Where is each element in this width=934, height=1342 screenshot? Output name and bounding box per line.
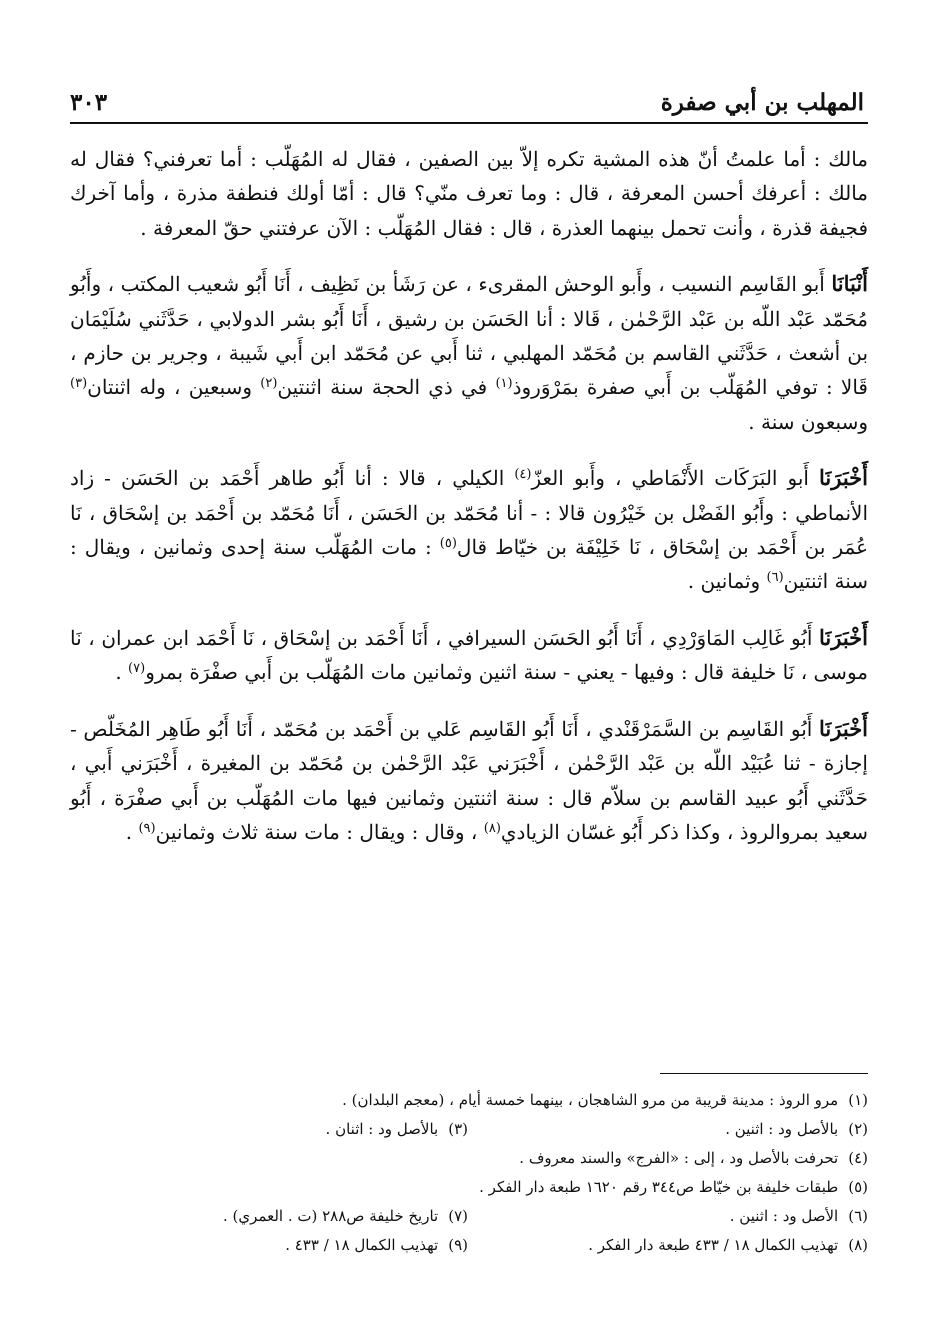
footnote-5 bbox=[70, 1173, 868, 1202]
text-line: الدولابي ، حَدَّثَني سُلَيْمَان بن أشعث ، حَدَّثَني القاسم بن مُحَمّد المهلبي ، ثنا أَبي عن مُحَمّد bbox=[70, 306, 869, 366]
footnote-number: (٩) bbox=[448, 1236, 468, 1254]
text-line: صفْرَة بمرو bbox=[145, 660, 238, 685]
text-line: ، وقال : ويقال : bbox=[346, 819, 484, 844]
text-line: المكتب ، وأَبُو مُحَمّد عَبْد اللّه بن عَبْد الرَّحْمٰن ، قَالا : أنا الحَسَن بن رشيق ، أَنَا أَبُو بشر bbox=[70, 272, 868, 331]
footnote-row bbox=[70, 1173, 868, 1202]
text-line: الحَسَن - زاد الأنماطي : وأَبُو الفَضْل بن خَيْرُون قالا : - أنا مُحَمّد بن الحَسَن ، أَنَا مُحَمّد بن bbox=[70, 466, 869, 525]
footnote-4 bbox=[70, 1144, 868, 1173]
footnote-marker[interactable]: (٣) bbox=[70, 376, 88, 392]
text-line: مالك : أما علمتُ أنّ هذه المشية تكره إلاّ بين الصفين ، فقال له المُهَلّب : أما تعرفني؟ فقال له bbox=[70, 147, 868, 171]
footnote-number: (٨) bbox=[848, 1236, 868, 1254]
footnote-number: (٦) bbox=[848, 1207, 868, 1225]
footnote-number: (٢) bbox=[848, 1120, 868, 1138]
footnote-text: بالأصل ود : اثنين . bbox=[725, 1120, 839, 1138]
text-line: مالك : أعرفك أحسن المعرفة ، قال : وما تعرف منّي؟ قال : أمّا أولك فنطفة مذرة ، وأما آخرك bbox=[70, 181, 868, 206]
text-line: . bbox=[125, 819, 139, 844]
paragraph-lead: أَخْبَرَنَا bbox=[819, 465, 868, 491]
text-line: وسبعين ، وله اثنتان bbox=[87, 375, 261, 400]
footnote-text: الأصل ود : اثنين . bbox=[729, 1207, 839, 1225]
text-line: في ذي الحجة bbox=[371, 375, 496, 400]
text-line: . bbox=[115, 660, 129, 685]
footnote-text: بالأصل ود : اثنان . bbox=[325, 1120, 439, 1138]
running-header bbox=[70, 84, 864, 118]
footnote-1 bbox=[70, 1086, 868, 1115]
text-line: ابن أَبي شَيبة ، وجرير بن حازم ، قَالا : توفي المُهَلّب بن أَبي صفرة بمَرْوَروذ bbox=[70, 341, 868, 400]
paragraph-5 bbox=[70, 712, 868, 850]
footnote-number: (٥) bbox=[848, 1178, 868, 1196]
footnote-row bbox=[70, 1144, 868, 1173]
footnote-marker[interactable]: (٦) bbox=[766, 570, 784, 586]
footnote-marker[interactable]: (٥) bbox=[439, 536, 457, 552]
footnote-row bbox=[70, 1086, 868, 1115]
footnote-marker[interactable]: (٨) bbox=[483, 820, 501, 836]
footnote-marker[interactable]: (٧) bbox=[128, 661, 146, 677]
footnote-text: تهذيب الكمال ١٨ / ٤٣٣ طبعة دار الفكر . bbox=[588, 1236, 839, 1254]
footnote-text: مرو الروذ : مدينة قريبة من مرو الشاهجان ، بينهما خمسة أيام ، (معجم البلدان) . bbox=[342, 1091, 839, 1109]
text-line: طَاهِر المُخَلّص - إجازة - ثنا عُبَيْد اللّه بن عَبْد الرَّحْمٰن ، أَخْبَرَني عَبْد الرَّحْمٰن بن مُحَمّد بن bbox=[70, 716, 868, 776]
text-line: أَحْمَد بن إسْحَاق ، نَا عُمَر بن أَحْمَد بن إسْحَاق ، نَا خَلِيْفَة بن خيّاط قال bbox=[70, 500, 869, 560]
paragraph-1 bbox=[70, 142, 868, 245]
text-line: : مات المُهَلّب سنة bbox=[273, 535, 440, 560]
text-line: المُهَلّب بن أَبي صفْرَة ، أَبُو سعيد بمروالروذ ، وكذا ذكر أَبُو غسّان الزيادي bbox=[70, 785, 868, 844]
paragraph-4 bbox=[70, 621, 868, 690]
text-line: المغيرة ، أَخْبَرَني أَبي ، حَدَّثَني أَبُو عبيد القاسم بن سلاّم قال : سنة اثنتين وثمانين فيها مات bbox=[70, 751, 868, 810]
footnote-3 bbox=[326, 1115, 468, 1144]
text-line: أَبو القَاسِم النسيب ، وأَبو الوحش المقرىء ، عن رَشَأ بن نَظِيف ، أَنَا أَبُو شعيب bbox=[187, 272, 832, 297]
paragraph-lead: أَخْبَرَنَا bbox=[819, 624, 868, 650]
text-line: سنة اثنتين bbox=[277, 375, 364, 400]
text-line: إحدى وثمانين ، ويقال : سنة اثنتين bbox=[70, 535, 868, 594]
text-line: أَبُو القَاسِم بن السَّمَرْقَنْدي ، أَنَا أَبُو القَاسِم عَلي بن أَحْمَد بن مُحَمّد ، أَنَا أَبُو bbox=[207, 716, 820, 741]
footnote-9 bbox=[285, 1231, 468, 1260]
text-line: ابن عمران ، نَا موسى ، نَا خليفة قال : وفيها - يعني - سنة اثنين وثمانين مات المُهَلّب بن أَبي bbox=[70, 625, 868, 685]
footnote-7 bbox=[223, 1202, 468, 1231]
paragraph-3 bbox=[70, 461, 868, 599]
text-line: وسبعون سنة . bbox=[748, 409, 868, 434]
footnote-marker[interactable]: (٩) bbox=[138, 820, 156, 836]
footnote-text: تاريخ خليفة ص٢٨٨ (ت . العمري) . bbox=[223, 1207, 439, 1225]
paragraph-lead: أَنْبَانَا bbox=[831, 271, 869, 297]
footnote-number: (٣) bbox=[448, 1120, 468, 1138]
header-rule bbox=[70, 122, 868, 124]
text-line: فجيفة قذرة ، وأنت تحمل بينهما العذرة ، قال : فقال المُهَلّب : الآن عرفتني حقّ المعرفة . bbox=[140, 215, 868, 240]
footnote-marker[interactable]: (١) bbox=[495, 376, 513, 392]
chapter-title: المهلب بن أبي صفرة bbox=[660, 89, 864, 116]
text-line: الكيلي ، قالا : أنا أَبُو طاهر أَحْمَد بن bbox=[188, 466, 515, 491]
footnote-text: طبقات خليفة بن خيّاط ص٣٤٤ رقم ١٦٢٠ طبعة دار الفكر . bbox=[479, 1178, 839, 1196]
footnote-6 bbox=[468, 1202, 868, 1231]
footnote-number: (٤) bbox=[848, 1149, 868, 1167]
footnote-2 bbox=[468, 1115, 868, 1144]
footnote-row bbox=[70, 1231, 868, 1260]
footnote-number: (٧) bbox=[448, 1207, 468, 1225]
footnote-marker[interactable]: (٢) bbox=[260, 376, 278, 392]
footnote-text: تهذيب الكمال ١٨ / ٤٣٣ . bbox=[285, 1236, 439, 1254]
footnote-8 bbox=[468, 1231, 868, 1260]
footnote-rule bbox=[660, 1073, 868, 1074]
footnote-number: (١) bbox=[848, 1091, 868, 1109]
paragraph-lead: أَخْبَرَنَا bbox=[819, 715, 869, 741]
footnote-row bbox=[70, 1202, 868, 1231]
text-line: مات سنة ثلاث وثمانين bbox=[155, 819, 340, 844]
footnote-text: تحرفت بالأصل ود ، إلى : «الفرج» والسند معروف . bbox=[519, 1149, 839, 1167]
footnotes bbox=[70, 1086, 868, 1260]
footnote-row bbox=[70, 1115, 868, 1144]
text-line: وثمانين . bbox=[687, 569, 767, 594]
text-line: أَبو البَرَكَات الأَنْمَاطي ، وأَبو العزّ bbox=[531, 466, 820, 491]
page-number: ٣٠٣ bbox=[70, 89, 108, 116]
text-line: أَبُو غَالِب المَاوَرْدِي ، أَنَا أَبُو الحَسَن السيرافي ، أَنَا أَحْمَد بن إسْحَاق ، نَا أَحْمَد bbox=[195, 625, 820, 650]
paragraph-2 bbox=[70, 267, 868, 439]
footnote-marker[interactable]: (٤) bbox=[514, 467, 532, 483]
main-text bbox=[70, 142, 868, 869]
